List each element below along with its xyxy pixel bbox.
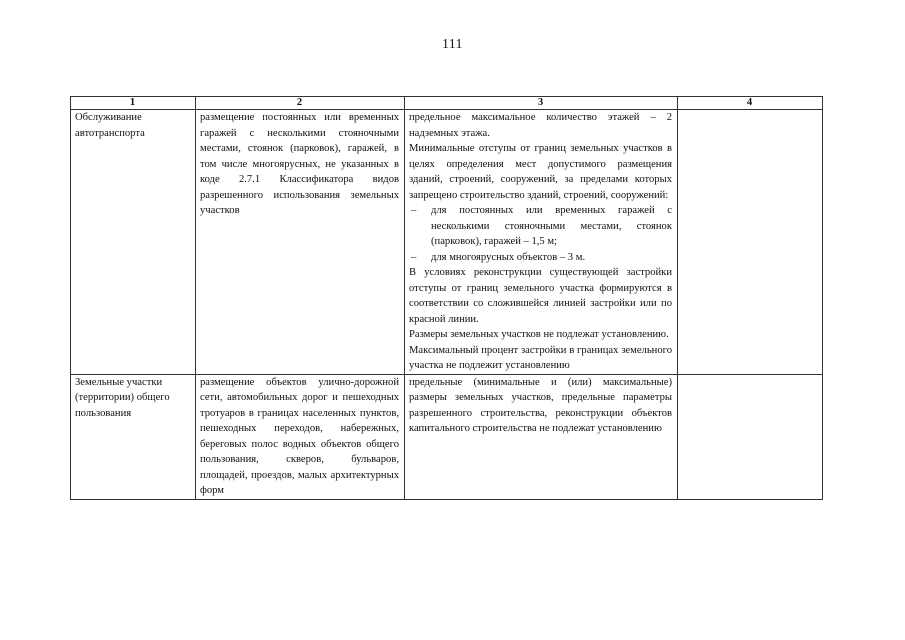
column-header-3: 3: [405, 97, 678, 110]
page-number: 111: [442, 36, 463, 51]
parameter-text: предельные (минимальные и (или) максимальные) размеры земельных участков, предельные параметры разрешенного строительства, реконструкции объектов капитального строительства не подлежат установлению: [409, 376, 672, 434]
list-item: – для постоянных или временных гаражей с несколькими стояночными местами, стоянок (парковок), гаражей – 1,5 м;: [409, 203, 672, 250]
use-description: размещение постоянных или временных гаражей с несколькими стояночными местами, стоянок (парковок), гаражей, в том числе многоярусных, не указанных в коде 2.7.1 Классификатора видов разрешенного использования земельных участков: [196, 110, 405, 375]
empty-cell-col4: [678, 374, 823, 499]
parameter-text: Минимальные отступы от границ земельных участков в целях определения мест допустимого размещения зданий, строений, сооружений, за пределами которых запрещено строительство зданий, строений, сооружений:: [409, 143, 672, 201]
use-type-name: Земельные участки (территории) общего пользования: [71, 374, 196, 499]
parameters-cell: [405, 110, 678, 375]
column-header-2: 2: [196, 97, 405, 110]
parameters-cell: [405, 374, 678, 499]
setback-list: [409, 203, 672, 265]
empty-cell-col4: [678, 110, 823, 375]
table-row: [71, 110, 823, 375]
use-description: размещение объектов улично-дорожной сети, автомобильных дорог и пешеходных тротуаров в границах населенных пунктов, пешеходных переходов, набережных, береговых полос водных объектов общего пользования, скверов, бульваров, площадей, проездов, малых архитектурных форм: [196, 374, 405, 499]
parameter-text: предельное максимальное количество этажей – 2 надземных этажа.: [409, 112, 672, 139]
use-type-name: Обслуживание автотранспорта: [71, 110, 196, 375]
table-header-row: [71, 97, 823, 110]
list-item: – для многоярусных объектов – 3 м.: [409, 250, 672, 266]
parameter-text: В условиях реконструкции существующей застройки отступы от границ земельного участка формируются в соответствии со сложившейся линией застройки или по красной линии.: [409, 267, 672, 325]
parameter-text: Максимальный процент застройки в границах земельного участка не подлежит установлению: [409, 344, 672, 371]
regulations-table: [70, 96, 823, 500]
parameter-text: Размеры земельных участков не подлежат установлению.: [409, 329, 669, 340]
column-header-1: 1: [71, 97, 196, 110]
column-header-4: 4: [678, 97, 823, 110]
table-row: [71, 374, 823, 499]
